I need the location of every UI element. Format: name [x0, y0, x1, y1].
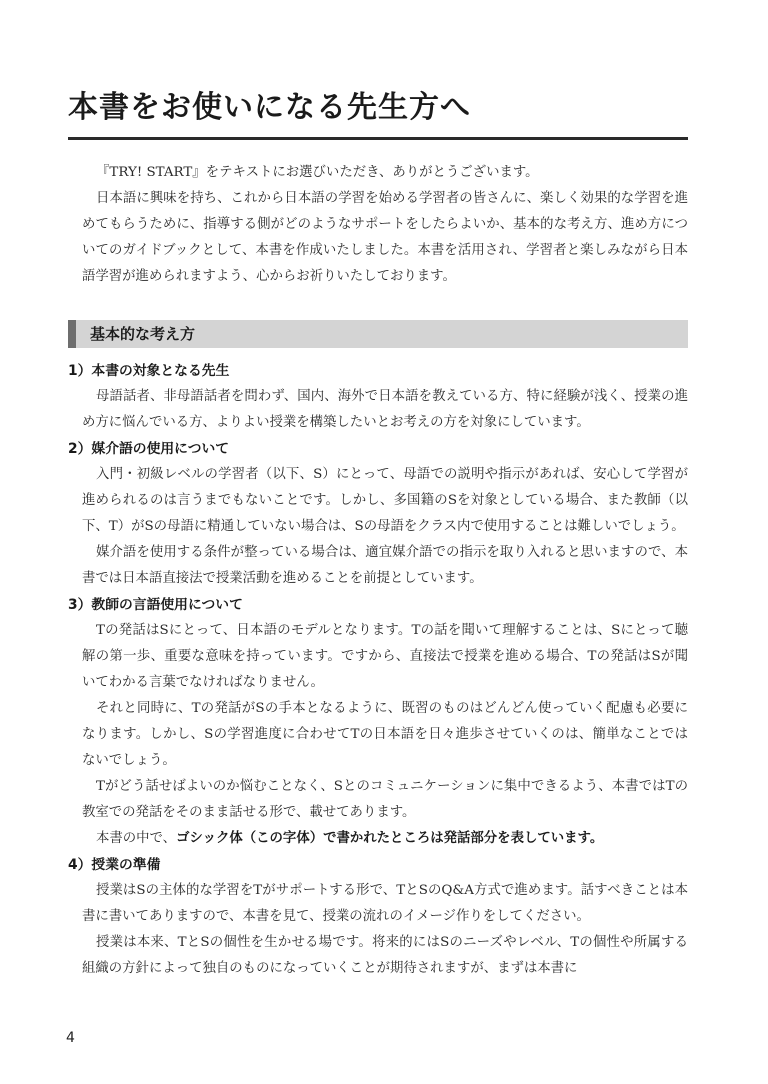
item-4-paragraph-2: 授業は本来、TとSの個性を生かせる場です。将来的にはSのニーズやレベル、Tの個性や所属する組織の方針によって独自のものになっていくことが期待されますが、まずは本書に	[82, 935, 688, 976]
item-3-paragraph-3: Tがどう話せばよいのか悩むことなく、Sとのコミュニケーションに集中できるよう、本書ではTの教室での発話をそのまま話せる形で、載せてあります。	[82, 779, 688, 820]
item-3-note	[82, 826, 688, 852]
item-heading-3: 3）教師の言語使用について	[68, 597, 243, 613]
item-2-paragraph-1: 入門・初級レベルの学習者（以下、S）にとって、母語での説明や指示があれば、安心して学習が進められるのは言うまでもないことです。しかし、多国籍のSを対象としている場合、また教師（以下、T）がSの母語に精通していない場合は、Sの母語をクラス内で使用することは難しいでしょう。	[82, 467, 688, 534]
page-number: 4	[66, 1030, 75, 1046]
item-3-paragraph-1: Tの発話はSにとって、日本語のモデルとなります。Tの話を聞いて理解することは、Sにとって聴解の第一歩、重要な意味を持っています。ですから、直接法で授業を進める場合、Tの発話はSが聞いてわかる言葉でなければなりません。	[82, 623, 688, 690]
item-2	[68, 436, 688, 592]
section-title: 基本的な考え方	[90, 325, 196, 343]
item-3-paragraph-2: それと同時に、Tの発話がSの手本となるように、既習のものはどんどん使っていく配慮も必要になります。しかし、Sの学習進度に合わせてTの日本語を日々進歩させていくのは、簡単なことではないでしょう。	[82, 701, 688, 768]
section-body	[68, 358, 688, 982]
note-lead-text: 本書の中で、	[96, 831, 177, 846]
intro-paragraph-2: 日本語に興味を持ち、これから日本語の学習を始める学習者の皆さんに、楽しく効果的な学習を進めてもらうために、指導する側がどのようなサポートをしたらよいか、基本的な考え方、進め方についてのガイドブックとして、本書を作成いたしました。本書を活用され、学習者と楽しみながら日本語学習が進められますよう、心からお祈りいたしております。	[82, 191, 688, 284]
item-4	[68, 852, 688, 982]
item-3	[68, 592, 688, 852]
intro-section	[82, 160, 688, 290]
item-2-paragraph-2: 媒介語を使用する条件が整っている場合は、適宜媒介語での指示を取り入れると思いますので、本書では日本語直接法で授業活動を進めることを前提としています。	[82, 545, 688, 586]
page-title: 本書をお使いになる先生方へ	[68, 90, 471, 125]
section-header-bar	[68, 320, 76, 348]
item-heading-1: 1）本書の対象となる先生	[68, 363, 230, 379]
intro-paragraph-1: 『TRY! START』をテキストにお選びいただき、ありがとうございます。	[96, 165, 539, 180]
item-4-paragraph-1: 授業はSの主体的な学習をTがサポートする形で、TとSのQ&A方式で進めます。話すべきことは本書に書いてありますので、本書を見て、授業の流れのイメージ作りをしてください。	[82, 883, 688, 924]
title-rule	[68, 137, 688, 140]
item-heading-2: 2）媒介語の使用について	[68, 441, 230, 457]
item-1	[68, 358, 688, 436]
item-heading-4: 4）授業の準備	[68, 857, 161, 873]
section-header	[68, 320, 688, 348]
item-1-paragraph-1: 母語話者、非母語話者を問わず、国内、海外で日本語を教えている方、特に経験が浅く、授業の進め方に悩んでいる方、よりよい授業を構築したいとお考えの方を対象にしています。	[82, 389, 688, 430]
note-gothic-text: ゴシック体（この字体）で書かれたところは発話部分を表しています。	[176, 831, 604, 846]
